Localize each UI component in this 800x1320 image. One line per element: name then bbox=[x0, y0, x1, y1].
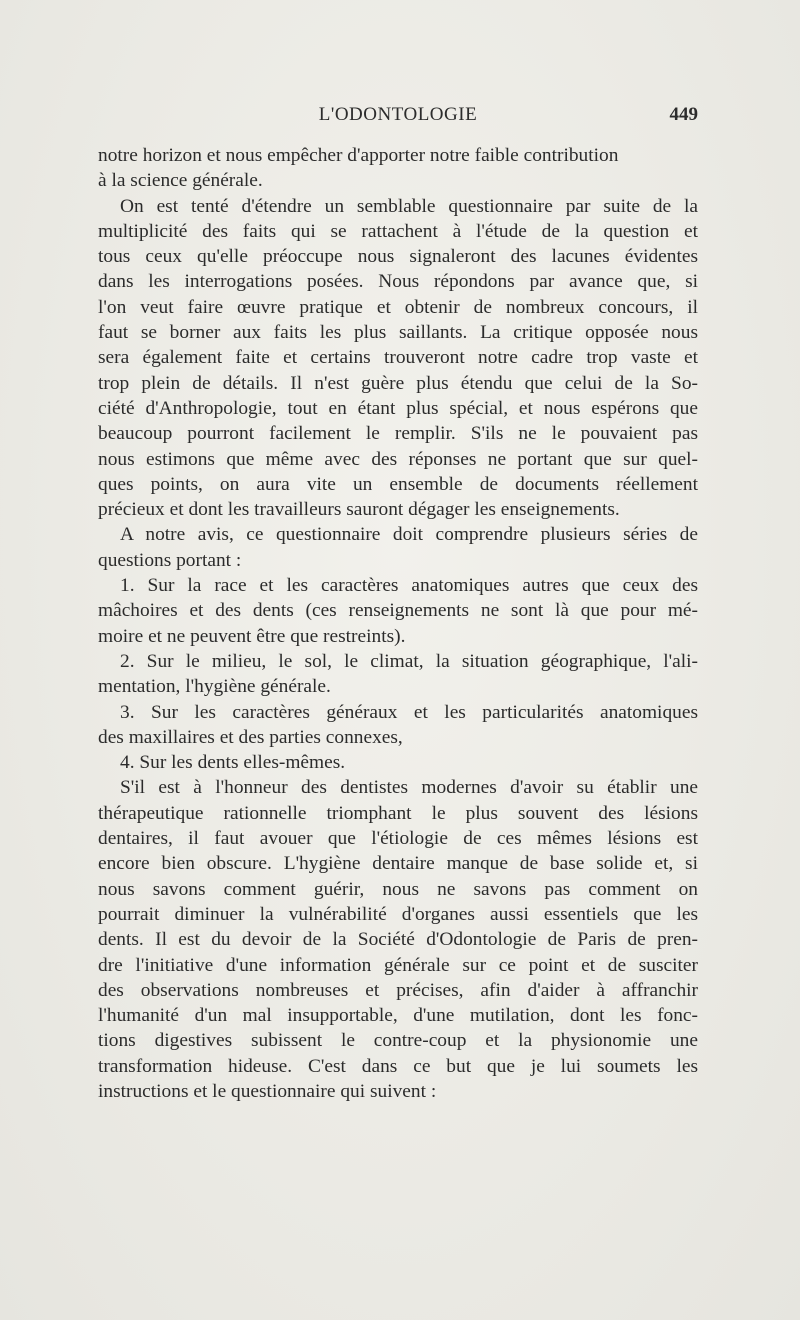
text-line: tions digestives subissent le contre-coup et la physionomie une bbox=[98, 1030, 698, 1052]
list-item-4: 4. Sur les dents elles-mêmes. bbox=[120, 752, 346, 774]
text-line: moire et ne peuvent être que restreints). bbox=[98, 625, 406, 647]
text-line: dents. Il est du devoir de la Société d'Odontologie de Paris de pren- bbox=[98, 929, 698, 951]
text-line: l'on veut faire œuvre pratique et obtenir de nombreux concours, il bbox=[98, 296, 698, 318]
text-line: faut se borner aux faits les plus saillants. La critique opposée nous bbox=[98, 322, 698, 344]
running-head: L'ODONTOLOGIE bbox=[318, 104, 478, 125]
text-line: mâchoires et des dents (ces renseignements ne sont là que pour mé- bbox=[98, 600, 698, 622]
page-number: 449 bbox=[669, 104, 698, 125]
text-line: mentation, l'hygiène générale. bbox=[98, 676, 331, 698]
text-line: transformation hideuse. C'est dans ce but que je lui soumets les bbox=[98, 1055, 698, 1077]
text-line: dans les interrogations posées. Nous répondons par avance que, si bbox=[98, 271, 698, 293]
text-line: instructions et le questionnaire qui suivent : bbox=[98, 1080, 437, 1102]
text-line: multiplicité des faits qui se rattachent à l'étude de la question et bbox=[98, 220, 698, 242]
text-line: tous ceux qu'elle préoccupe nous signaleront des lacunes évidentes bbox=[98, 246, 698, 268]
text-line: des maxillaires et des parties connexes, bbox=[98, 726, 403, 748]
text-line: questions portant : bbox=[98, 549, 242, 571]
list-item-2: 2. Sur le milieu, le sol, le climat, la situation géographique, l'ali- bbox=[120, 650, 698, 672]
text-line: à la science générale. bbox=[98, 170, 263, 192]
text-line: l'humanité d'un mal insupportable, d'une mutilation, dont les fonc- bbox=[98, 1005, 698, 1027]
text-line: pourrait diminuer la vulnérabilité d'organes aussi essentiels que les bbox=[98, 903, 698, 925]
list-item-3: 3. Sur les caractères généraux et les particularités anatomiques bbox=[120, 701, 698, 723]
text-line: A notre avis, ce questionnaire doit comprendre plusieurs séries de bbox=[120, 524, 698, 546]
text-line: précieux et dont les travailleurs sauront dégager les enseignements. bbox=[98, 499, 620, 521]
body-text bbox=[98, 143, 698, 1104]
text-line: nous estimons que même avec des réponses ne portant que sur quel- bbox=[98, 448, 698, 470]
list-item-1: 1. Sur la race et les caractères anatomiques autres que ceux des bbox=[120, 575, 698, 597]
text-line: trop plein de détails. Il n'est guère plus étendu que celui de la So- bbox=[98, 372, 698, 394]
text-line: dentaires, il faut avouer que l'étiologie de ces mêmes lésions est bbox=[98, 828, 698, 850]
page-header bbox=[98, 104, 698, 134]
text-line: ques points, on aura vite un ensemble de documents réellement bbox=[98, 473, 698, 495]
text-line: sera également faite et certains trouveront notre cadre trop vaste et bbox=[98, 347, 698, 369]
text-line: On est tenté d'étendre un semblable questionnaire par suite de la bbox=[120, 195, 698, 217]
text-line: des observations nombreuses et précises, afin d'aider à affranchir bbox=[98, 979, 698, 1001]
text-line: ciété d'Anthropologie, tout en étant plus spécial, et nous espérons que bbox=[98, 397, 698, 419]
text-line: notre horizon et nous empêcher d'apporter notre faible contribution bbox=[98, 145, 619, 166]
text-line: beaucoup pourront facilement le remplir. S'ils ne le pouvaient pas bbox=[98, 423, 698, 445]
text-line: dre l'initiative d'une information générale sur ce point et de susciter bbox=[98, 954, 698, 976]
text-line: thérapeutique rationnelle triomphant le plus souvent des lésions bbox=[98, 802, 698, 824]
text-line: nous savons comment guérir, nous ne savons pas comment on bbox=[98, 878, 698, 900]
text-line: encore bien obscure. L'hygiène dentaire manque de base solide et, si bbox=[98, 853, 698, 875]
text-line: S'il est à l'honneur des dentistes modernes d'avoir su établir une bbox=[120, 777, 698, 799]
